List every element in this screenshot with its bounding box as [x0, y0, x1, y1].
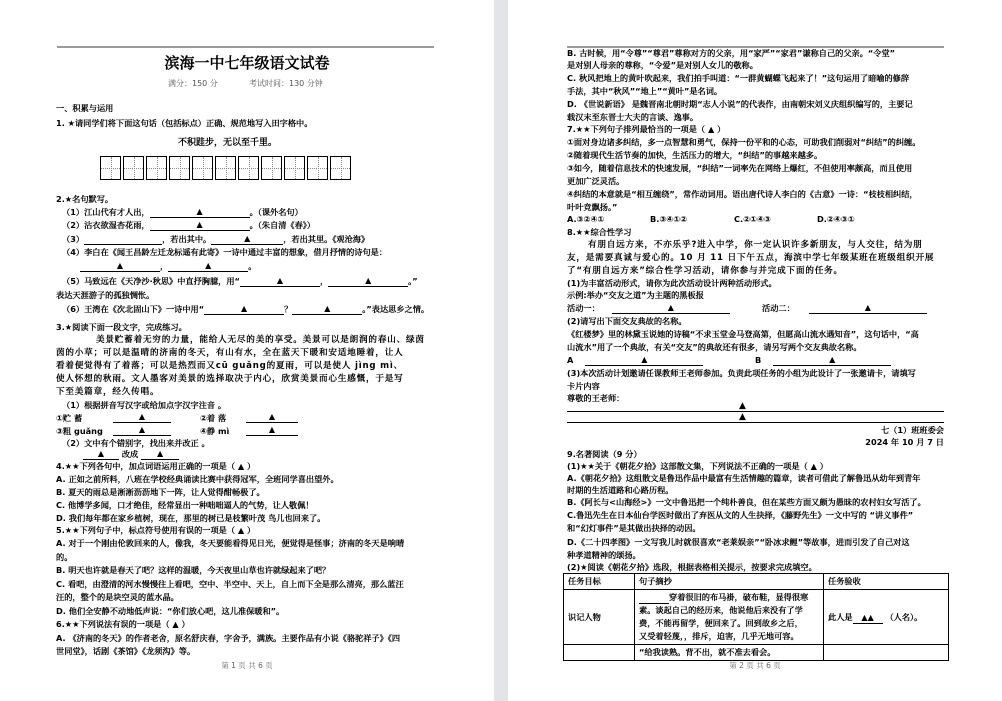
answer-blank[interactable]: ▲	[246, 412, 298, 423]
grid-cell[interactable]	[169, 156, 190, 180]
passage-line: 茵的小草；可以是温晴的济南的冬天，有山有水，全在蓝天下暖和安适地睡着，让人	[56, 348, 404, 358]
cell-goal	[564, 645, 635, 661]
q8-sub-3: (3)本次活动计划邀请任课教师王老师参加。负责此项任务的小组为此设计了一张邀请卡，请填写	[567, 368, 916, 378]
text: （5）马致远在《天净沙·秋思》中直抒胸臆，用“	[62, 276, 240, 286]
copy-sentence: 不积跬步，无以至千里。	[178, 138, 278, 148]
answer-blank[interactable]: ▲	[168, 261, 248, 272]
cell-goal: 识记人物	[564, 590, 635, 645]
answer-blank[interactable]: ▲▲	[853, 613, 883, 624]
answer-blank[interactable]: ▲	[585, 355, 703, 366]
answer-blank[interactable]	[84, 234, 162, 245]
text: 。	[248, 261, 257, 271]
q8-line: 《红楼梦》里的林黛玉说她的诗稿“不求玉堂金马登高第，但愿高山流水遇知音”，这句话中，“高	[567, 329, 919, 339]
q9-line: D.《二十四孝图》一文写我儿时就很喜欢“老莱娱亲”“卧冰求鲤”等故事，进而引发了自己对这	[567, 537, 910, 547]
page-title: 滨海一中七年级语文试卷	[164, 54, 330, 72]
q7-option-b: B.③④①②	[650, 214, 688, 224]
question-8: 8.★★综合性学习	[567, 227, 632, 237]
passage-line: 使人怀想的秋雨。文人墨客对美景的选择取决于内心，欣赏美景而心生感慨，于是写	[56, 374, 404, 384]
q4-option-d: D. 我们每年都在家乡植树，现在，那里的树已是枝繁叶茂 鸟儿也回来了。	[56, 513, 326, 523]
q6-line: D. 《世说新语》 是魏晋南北朝时期“志人小说”的代表作，由南朝宋刘义庆组织编写的，主要记	[567, 99, 913, 109]
q8-answer-b	[755, 355, 891, 366]
cell-excerpt: “给我读熟。背不出，就不准去看会。	[635, 645, 824, 661]
text: 。”表达思乡之情。	[362, 304, 430, 314]
text: 活动二：	[762, 303, 795, 313]
q7-line: ②随着现代生活节奏的加快，生活压力的增大，“纠结”的事越来越多。	[567, 150, 823, 160]
grid-cell[interactable]	[261, 156, 282, 180]
q8-example: 示例:举办“交友之道”为主题的黑板报	[567, 290, 704, 300]
table-header-row	[564, 574, 949, 590]
grid-cell[interactable]	[238, 156, 259, 180]
q9-line: 和“幻灯事件”是其做出抉择的动因。	[567, 523, 701, 533]
q8-sub-3: 卡片内容	[567, 381, 600, 391]
q4-option-c: C. 他博学多闻，口才绝佳，经常显出一种咄咄逼人的气势，让人敬佩！	[56, 500, 314, 510]
q4-option-a: A. 正如之前所料，八班在学校经典诵读比赛中获得冠军，全班同学喜出望外。	[56, 474, 339, 484]
q6-line: 手法，其中“秋风”“地上”“黄叶”是名词。	[567, 86, 723, 96]
excerpt-line: 素。谈起自己的经历来，他说他后来没有了学	[639, 605, 803, 615]
answer-blank[interactable]: ▲	[292, 304, 362, 315]
exam-page-2	[508, 0, 1002, 701]
answer-blank[interactable]: ▲	[612, 303, 730, 314]
q5-line: 汪的，整个的是块空灵的蓝水晶。	[56, 592, 179, 602]
question-1: 1. ★请同学们将下面这句话（包括标点）正确、规范地写入田字格中。	[56, 118, 313, 128]
q3-item	[56, 413, 82, 424]
grid-cell[interactable]	[284, 156, 305, 180]
header-cell: 任务验收	[824, 574, 949, 590]
q8-sub-1: (1)为丰富活动形式，请你为此次活动设计两种活动形式。	[567, 278, 777, 288]
text: （人名）。	[885, 611, 923, 622]
passage-line: 美景贮蓄着无穷的力量，能给人无尽的美的享受。美景可以是朗润的春山、绿茵	[96, 335, 425, 345]
text: （1）江山代有才人出，	[62, 207, 150, 217]
q5-line: C. 看吧，由澄清的河水慢慢往上看吧，空中、半空中、天上，自上而下全是那么清亮，那么蓝汪	[56, 579, 404, 589]
task-table	[563, 573, 949, 661]
q8-answer-a	[567, 355, 703, 366]
text: B	[755, 355, 762, 365]
q6-line: B. 古时候，用“令尊”“尊君”尊称对方的父亲，用“家严”“家君”谦称自己的父亲。“令堂”	[567, 48, 896, 58]
question-6: 6.★★下列说法有误的一项是（ ▲ ）	[56, 619, 190, 629]
signature: 七（1）班班委会	[880, 425, 944, 435]
answer-blank[interactable]: ▲	[204, 304, 284, 315]
q2-item-5-cont: 表达天涯游子的孤独惆怅。	[56, 290, 155, 300]
exam-time: 考试时间：130 分钟	[249, 79, 323, 88]
grid-cell[interactable]	[330, 156, 351, 180]
answer-blank[interactable]: ▲	[141, 449, 179, 460]
q7-line: ①面对身边诸多纠结，多一点智慧和勇气，保持一份平和的心态，可助我们削弱对“纠结”的纠缠。	[567, 137, 921, 147]
full-score: 满分：150 分	[168, 79, 218, 88]
text: ④静 mì	[200, 426, 230, 436]
text: ③粗 guǎng	[56, 426, 103, 436]
grid-cell[interactable]	[307, 156, 328, 180]
passage-line: 了“有朋自远方来”综合性学习活动，请你参与并完成下面的任务。	[567, 266, 843, 276]
q3-correction	[83, 449, 179, 460]
question-4: 4.★★下列各句中，加点词语运用正确的一项是（ ▲ ）	[56, 461, 256, 471]
q7-option-d: D.②④③①	[817, 214, 855, 224]
q7-option-a: A.③②④①	[567, 214, 605, 224]
q2-item-4-blanks	[80, 261, 256, 272]
q5-line: D. 他们全安静不动地低声说：“你们放心吧，这儿准保暖和”。	[56, 606, 285, 616]
date: 2024 年 10 月 7 日	[865, 437, 944, 447]
grid-cell[interactable]	[100, 156, 121, 180]
q6-line: 是对别人母亲的尊称，“令爱”是对别人女儿的敬称。	[567, 60, 758, 70]
q3-item	[200, 413, 226, 424]
q3-sub-1: （1）根据拼音写汉字或给加点字汉字注音 。	[62, 400, 227, 410]
text: 活动一：	[567, 303, 600, 313]
cell-check	[824, 590, 949, 645]
answer-blank[interactable]: ▲	[328, 276, 408, 287]
text: （2）沾衣欲湿杏花雨，	[62, 220, 150, 230]
q6-line: 世同堂》，话剧《茶馆》《龙须沟》等。	[56, 646, 196, 656]
grid-cell[interactable]	[146, 156, 167, 180]
answer-blank[interactable]: ▲	[240, 276, 320, 287]
answer-blank[interactable]: ▲	[809, 303, 927, 314]
salutation: 尊敬的王老师：	[567, 393, 625, 403]
text: 改成	[121, 449, 139, 459]
text: 。（课外名句）	[249, 207, 303, 217]
header-cell: 任务目标	[564, 574, 635, 590]
q2-item-4: （4）李白在《闻王昌龄左迁龙标遥有此寄》一诗中通过丰富的想象，借月抒情的诗句是：	[62, 247, 388, 257]
text: ②着 落	[200, 413, 227, 423]
q8-line: 山流水”用了一个典故，有关“交友”的典故还有很多，请另写两个交友典故名称。	[567, 342, 862, 352]
text: 。”	[408, 276, 418, 286]
q2-item-1	[62, 207, 303, 218]
q7-line: ④纠结的本意就是“相互缠绕”，常作动词用。语出唐代诗人李白的《古意》一诗：“枝枝相纠结，	[567, 189, 918, 199]
q4-option-b: B. 夏天的雨总是淅淅沥沥地下一阵，让人觉得酣畅极了。	[56, 487, 265, 497]
text: 。（朱自清《春》）	[249, 220, 316, 230]
header-cell: 句子摘抄	[635, 574, 824, 590]
passage-line: 看着便觉得有了着落；可以是热烈而又cū guǎng的夏雨，可以是使人 jìng mì、	[56, 361, 404, 371]
excerpt-line: 费，不能再留学，便回来了。回到故乡之后，	[639, 618, 803, 628]
q5-line: 的。	[56, 552, 73, 562]
q6-line: A. 《济南的冬天》的作者老舍，原名舒庆春，字舍予，满族。主要作品有小说《骆驼祥子》《四	[56, 633, 401, 643]
writing-grid[interactable]	[100, 156, 353, 180]
question-9: 9.名著阅读（9 分）	[567, 449, 642, 459]
text: （6）王湾在《次北固山下》一诗中用“	[62, 304, 205, 314]
question-7: 7.★★下列句子排列最恰当的一项是（ ▲ ）	[567, 124, 726, 134]
q9-sub-2: (2)★阅读《朝花夕拾》选段，根据表格相关提示，按要求完成填空。	[567, 562, 817, 572]
text: （3）	[62, 234, 85, 244]
q2-item-5	[62, 276, 418, 287]
q9-line: 种孝道精神的颂扬。	[567, 550, 641, 560]
q7-line: 叶叶竞飘扬。”	[567, 202, 618, 212]
q9-line: 时期的生活道路和心路历程。	[567, 485, 674, 495]
text: ，若出其中。	[162, 234, 212, 244]
q6-line: C. 秋风把地上的黄叶吹起来，我们拍手叫道：“一群黄蝴蝶飞起来了！”这句运用了暗喻的修辞	[567, 73, 910, 83]
q2-item-2	[62, 220, 315, 231]
q8-activity-2	[762, 303, 927, 314]
grid-cell[interactable]	[123, 156, 144, 180]
answer-blank[interactable]: ▲	[150, 207, 250, 218]
q9-line: A.《朝花夕拾》这组散文是鲁迅作品中最富有生活情趣的篇章，读者可借此了解鲁迅从幼年到青年	[567, 473, 921, 483]
text: 此人是	[828, 611, 853, 622]
answer-marker: ▲	[739, 412, 746, 422]
table-row	[564, 590, 949, 645]
answer-marker: ▲	[739, 401, 746, 411]
text: ？	[284, 304, 293, 314]
question-2: 2.★名句默写。	[56, 194, 114, 204]
exam-page-1	[0, 0, 494, 701]
answer-blank[interactable]	[639, 593, 669, 604]
answer-line[interactable]	[567, 422, 944, 423]
q3-sub-2: （2）文中有个错别字，找出来并改正 。	[62, 438, 210, 448]
answer-line[interactable]	[567, 411, 944, 412]
excerpt-line: 又受着轻蔑，，排斥，迫害，几乎无地可容。	[639, 631, 799, 641]
section-heading: 一、积累与运用	[56, 103, 114, 113]
table-row	[564, 645, 949, 661]
q8-activity-1	[567, 303, 730, 314]
cell-check	[824, 645, 949, 661]
q9-line: C.鲁迅先生在日本仙台学医时做出了弃医从文的人生抉择，《藤野先生》一文中写的 “讲义事件”	[567, 510, 914, 520]
q2-item-3	[62, 234, 369, 245]
q3-item	[200, 426, 229, 437]
answer-blank[interactable]: ▲	[113, 425, 171, 436]
text: ，若出其里。《观沧海》	[283, 234, 370, 244]
cell-excerpt	[635, 590, 824, 645]
answer-blank[interactable]: ▲	[150, 220, 250, 231]
q6-line: 载汉末至东晋士大夫的言谈、逸事。	[567, 112, 699, 122]
answer-blank[interactable]: ▲	[211, 234, 283, 245]
q3-item	[56, 426, 103, 437]
page-footer: 第 2 页 共 6 页	[729, 661, 781, 670]
passage-line: 有朋自远方来，不亦乐乎?进入中学，你一定认识许多新朋友，与人交往，结为朋	[588, 240, 923, 250]
answer-blank[interactable]: ▲	[246, 425, 298, 436]
answer-blank[interactable]: ▲	[83, 449, 119, 460]
grid-cell[interactable]	[192, 156, 213, 180]
text: ，	[160, 261, 169, 271]
q7-option-c: C.②①④③	[734, 214, 771, 224]
q7-line: ③如今，随着信息技术的快速发展，“纠结”一词率先在网络上爆红，不但使用率颇高，而且使用	[567, 163, 913, 173]
answer-blank[interactable]: ▲	[773, 355, 891, 366]
q5-line: A. 对于一个刚由伦敦回来的人，像我，冬天要能看得见日光，便觉得是怪事；济南的冬天是响晴	[56, 538, 405, 548]
question-3: 3.★阅读下面一段文字，完成练习。	[56, 322, 187, 332]
passage-line: 友，是需要真诚与爱心的。10 月 11 日下午五点，海滨中学七年级某班在班级组织开展	[567, 253, 935, 263]
text: A	[567, 355, 574, 365]
excerpt-line	[639, 591, 819, 604]
q9-line: B.《阿长与<山海经>》一文中鲁迅把一个纯朴善良，但在某些方面又颇为愚昧的农村妇女写活了。	[567, 497, 926, 507]
page-footer: 第 1 页 共 6 页	[221, 661, 273, 670]
answer-blank[interactable]: ▲	[113, 412, 171, 423]
grid-cell[interactable]	[215, 156, 236, 180]
question-5: 5.★★下列句子中，标点符号使用有误的一项是（ ▲ ）	[56, 525, 256, 535]
header-rule	[57, 46, 434, 48]
text: 穿着很旧的布马褂，破布鞋，显得很寒	[669, 592, 809, 602]
text: ①贮 蓄	[56, 413, 83, 423]
q5-line: B. 明天也许就是春天了吧？这样的温暖，今天夜里山草也许就绿起来了吧？	[56, 565, 331, 575]
q8-sub-2: (2)请写出下面交友典故的名称。	[567, 316, 687, 326]
q7-line: 更加广泛灵活。	[567, 176, 625, 186]
passage-line: 下至美篇章，经久传唱。	[56, 387, 160, 397]
text: ，	[319, 276, 329, 286]
q9-sub-1: (1)★★关于《朝花夕拾》这部散文集，下列说法不正确的一项是（ ▲ ）	[567, 461, 828, 471]
q2-item-6	[62, 304, 429, 315]
answer-blank[interactable]: ▲	[80, 261, 160, 272]
